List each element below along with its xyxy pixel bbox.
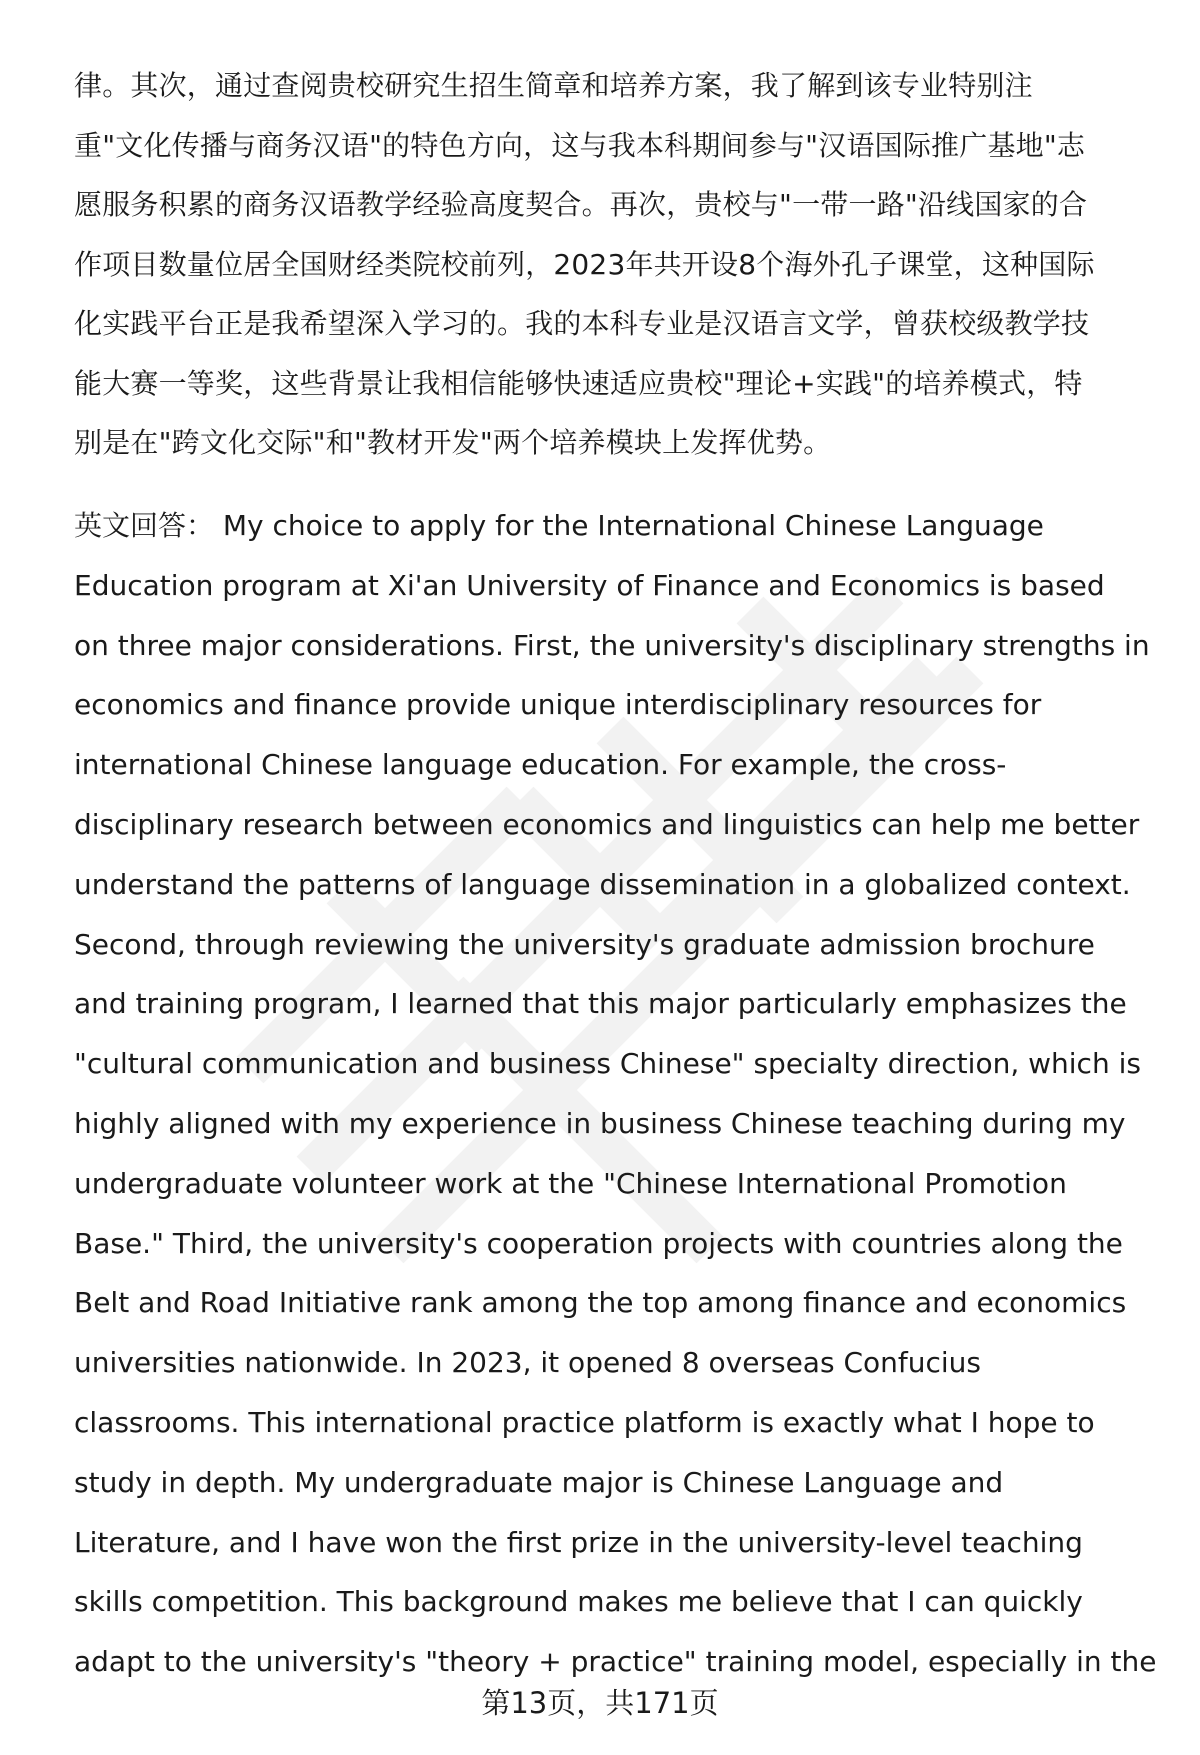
text-line: 重"文化传播与商务汉语"的特色方向，这与我本科期间参与"汉语国际推广基地"志 <box>74 128 1086 162</box>
text-line: 化实践平台正是我希望深入学习的。我的本科专业是汉语言文学，曾获校级教学技 <box>74 307 1090 340</box>
text-line: "cultural communication and business Chinese" specialty direction, which is <box>74 1047 1141 1081</box>
text-line: understand the patterns of language dissemination in a globalized context. <box>74 867 1131 901</box>
text-line: international Chinese language education. For example, the cross- <box>74 748 1007 782</box>
text-line: Second, through reviewing the university's graduate admission brochure <box>74 927 1095 961</box>
text-line: undergraduate volunteer work at the "Chinese International Promotion <box>74 1166 1067 1200</box>
text-line: economics and finance provide unique interdisciplinary resources for <box>74 688 1042 722</box>
text-line: and training program, I learned that this major particularly emphasizes the <box>74 987 1127 1021</box>
text-line: universities nationwide. In 2023, it opened 8 overseas Confucius <box>74 1346 981 1380</box>
page-number-footer: 第13页，共171页 <box>481 1686 719 1720</box>
text-line: 能大赛一等奖，这些背景让我相信能够快速适应贵校"理论+实践"的培养模式，特 <box>74 366 1083 400</box>
text-line: disciplinary research between economics and linguistics can help me better <box>74 807 1140 841</box>
text-line: 愿服务积累的商务汉语教学经验高度契合。再次，贵校与"一带一路"沿线国家的合 <box>74 188 1088 221</box>
text-line: 别是在"跨文化交际"和"教材开发"两个培养模块上发挥优势。 <box>74 426 832 459</box>
text-line: 作项目数量位居全国财经类院校前列，2023年共开设8个海外孔子课堂，这种国际 <box>74 247 1095 281</box>
text-line: 英文回答： My choice to apply for the International Chinese Language <box>74 509 1044 542</box>
text-line: 律。其次，通过查阅贵校研究生招生简章和培养方案，我了解到该专业特别注 <box>74 69 1033 102</box>
text-line: adapt to the university's "theory + practice" training model, especially in the <box>74 1645 1157 1679</box>
text-line: Education program at Xi'an University of Finance and Economics is based <box>74 568 1105 602</box>
text-line: skills competition. This background makes me believe that I can quickly <box>74 1585 1083 1619</box>
text-line: Belt and Road Initiative rank among the top among finance and economics <box>74 1286 1127 1320</box>
text-line: on three major considerations. First, the university's disciplinary strengths in <box>74 628 1150 662</box>
chinese-answer-paragraph <box>74 56 1164 473</box>
text-line: study in depth. My undergraduate major is Chinese Language and <box>74 1465 1004 1499</box>
text-line: classrooms. This international practice platform is exactly what I hope to <box>74 1405 1095 1439</box>
text-line: highly aligned with my experience in business Chinese teaching during my <box>74 1106 1126 1140</box>
text-line: Literature, and I have won the first prize in the university-level teaching <box>74 1525 1083 1559</box>
english-answer-paragraph <box>74 496 1174 1692</box>
text-line: Base." Third, the university's cooperation projects with countries along the <box>74 1226 1123 1260</box>
